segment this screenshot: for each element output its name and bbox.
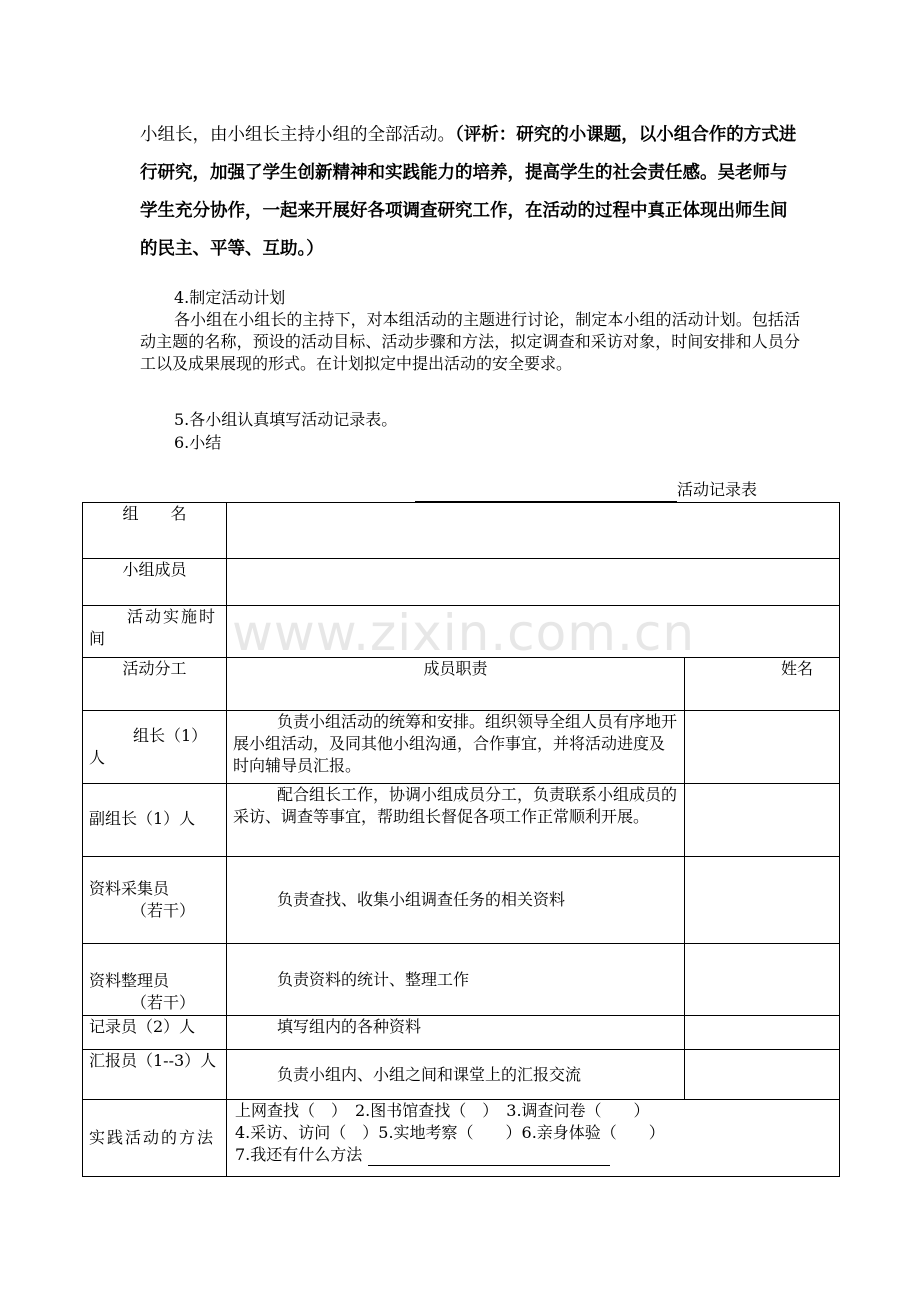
name-cell-reporter[interactable] <box>685 1050 840 1100</box>
table-row <box>83 1100 840 1177</box>
table-row <box>83 658 840 711</box>
intro-text: 小组长，由小组长主持小组的全部活动。 <box>140 125 455 145</box>
table-row <box>83 559 840 606</box>
table-row <box>83 503 840 559</box>
group-name-cell[interactable] <box>227 503 840 559</box>
title-blank-line[interactable] <box>415 483 677 502</box>
activity-record-table <box>82 502 840 1177</box>
other-method-blank[interactable] <box>368 1149 610 1166</box>
name-cell-recorder[interactable] <box>685 1016 840 1050</box>
role-collector-title: 资料采集员 <box>89 879 170 898</box>
role-reporter: 汇报员（1--3）人 <box>83 1050 227 1100</box>
duty-reporter: 负责小组内、小组之间和课堂上的汇报交流 <box>227 1050 685 1100</box>
duty-collector: 负责查找、收集小组调查任务的相关资料 <box>227 857 685 944</box>
table-title <box>415 478 757 502</box>
time-label: 活动实施时间 <box>83 606 227 658</box>
name-cell-leader[interactable] <box>685 711 840 784</box>
table-row <box>83 711 840 784</box>
methods-cell <box>227 1100 840 1177</box>
table-row <box>83 857 840 944</box>
step6: 6.小结 <box>174 433 222 452</box>
evaluation-paragraph <box>140 116 800 268</box>
duty-organizer: 负责资料的统计、整理工作 <box>227 944 685 1016</box>
table-row <box>83 606 840 658</box>
duty-leader: 负责小组活动的统筹和安排。组织领导全组人员有序地开展小组活动，及同其他小组沟通，合作事宜，并将活动进度及时向辅导员汇报。 <box>227 711 685 784</box>
name-header: 姓名 <box>685 658 840 711</box>
time-cell[interactable] <box>227 606 840 658</box>
evaluation-comment: （评析：研究的小课题，以小组合作的方式进行研究，加强了学生创新精神和实践能力的培养，提高学生的社会责任感。吴老师与学生充分协作，一起来开展好各项调查研究工作，在活动的过程中真正体现出师生间的民主、平等、互助。） <box>140 125 797 259</box>
name-cell-deputy[interactable] <box>685 784 840 857</box>
role-recorder: 记录员（2）人 <box>83 1016 227 1050</box>
table-title-text: 活动记录表 <box>677 480 758 499</box>
members-cell[interactable] <box>227 559 840 606</box>
methods-line-2[interactable]: 4.采访、访问（ ）5.实地考察（ ）6.亲身体验（ ） <box>235 1123 665 1142</box>
methods-line-3 <box>235 1144 833 1166</box>
role-collector <box>83 857 227 944</box>
role-leader: 组长（1）人 <box>83 711 227 784</box>
role-deputy: 副组长（1）人 <box>83 784 227 857</box>
methods-line-1[interactable]: 上网查找（ ） 2.图书馆查找（ ） 3.调查问卷（ ） <box>235 1101 650 1120</box>
division-label: 活动分工 <box>83 658 227 711</box>
name-cell-organizer[interactable] <box>685 944 840 1016</box>
methods-label: 实践活动的方法 <box>83 1100 227 1177</box>
name-cell-collector[interactable] <box>685 857 840 944</box>
table-row <box>83 1016 840 1050</box>
table-row <box>83 1050 840 1100</box>
role-collector-count: （若干） <box>131 901 196 920</box>
step4-body: 各小组在小组长的主持下，对本组活动的主题进行讨论，制定本小组的活动计划。包括活动主题的名称，预设的活动目标、活动步骤和方法，拟定调查和采访对象，时间安排和人员分工以及成果展现的形式。在计划拟定中提出活动的安全要求。 <box>140 310 800 373</box>
duty-header: 成员职责 <box>227 658 685 711</box>
group-name-label: 组 名 <box>83 503 227 559</box>
members-label: 小组成员 <box>83 559 227 606</box>
methods-line-3-text: 7.我还有什么方法 <box>235 1145 363 1164</box>
role-organizer-title: 资料整理员 <box>89 971 170 990</box>
step5: 5.各小组认真填写活动记录表。 <box>174 410 398 429</box>
table-row <box>83 944 840 1016</box>
role-organizer <box>83 944 227 1016</box>
table-row <box>83 784 840 857</box>
duty-recorder: 填写组内的各种资料 <box>227 1016 685 1050</box>
role-organizer-count: （若干） <box>131 993 196 1012</box>
watermark-text: www.zixin.com.cn <box>232 604 696 662</box>
duty-deputy: 配合组长工作，协调小组成员分工，负责联系小组成员的采访、调查等事宜，帮助组长督促各项工作正常顺利开展。 <box>227 784 685 857</box>
step4-title: 4.制定活动计划 <box>174 288 286 307</box>
